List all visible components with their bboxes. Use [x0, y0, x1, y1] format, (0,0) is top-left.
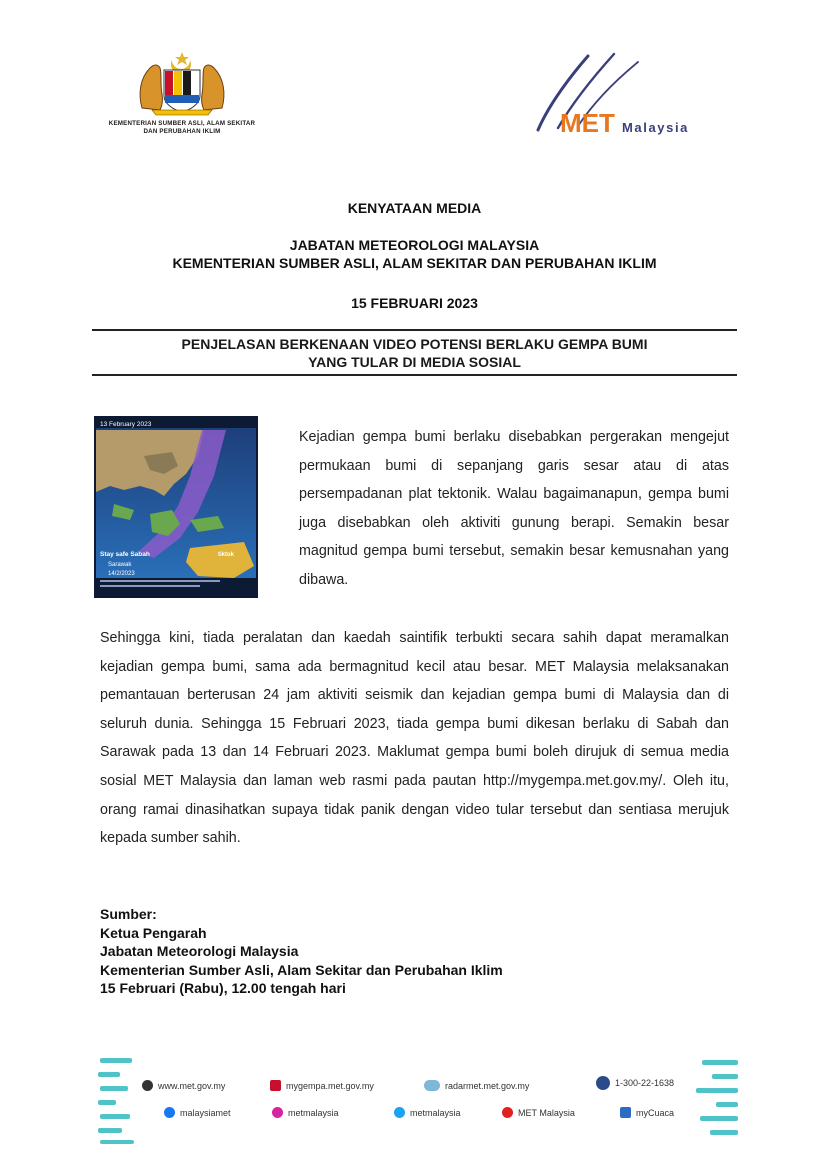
subject-bottom-rule [92, 374, 737, 376]
footer-website-text: www.met.gov.my [158, 1080, 226, 1091]
subject-line1: PENJELASAN BERKENAAN VIDEO POTENSI BERLAKU GEMPA BUMI [181, 336, 648, 352]
mygempa-icon [270, 1080, 281, 1091]
ministry-full-name: KEMENTERIAN SUMBER ASLI, ALAM SEKITAR DAN PERUBAHAN IKLIM [172, 255, 657, 271]
footer-app[interactable] [620, 1107, 674, 1118]
mycuaca-app-icon [620, 1107, 631, 1118]
globe-icon [142, 1080, 153, 1091]
contact-footer [0, 1050, 829, 1150]
statement-date: 15 FEBRUARI 2023 [351, 295, 478, 311]
subject-top-rule [92, 329, 737, 331]
instagram-icon [272, 1107, 283, 1118]
met-logo-met-text: MET [560, 108, 615, 138]
subject-line2: YANG TULAR DI MEDIA SOSIAL [308, 354, 521, 370]
footer-instagram[interactable] [272, 1107, 339, 1118]
footer-youtube[interactable] [502, 1107, 575, 1118]
ministry-crest-logo [132, 50, 232, 116]
met-malaysia-logo [530, 50, 730, 140]
source-line-4: 15 Februari (Rabu), 12.00 tengah hari [100, 980, 346, 996]
footer-mygempa-text: mygempa.met.gov.my [286, 1080, 374, 1091]
thumbnail-caption-3: 14/2/2023 [108, 571, 135, 577]
footer-facebook[interactable] [164, 1107, 231, 1118]
thumbnail-watermark: tiktok [218, 552, 235, 558]
source-line-3: Kementerian Sumber Asli, Alam Sekitar dan Perubahan Iklim [100, 961, 503, 978]
ministry-name-line2: DAN PERUBAHAN IKLIM [143, 128, 221, 135]
ministry-name-line1: KEMENTERIAN SUMBER ASLI, ALAM SEKITAR [108, 120, 256, 127]
footer-youtube-text: MET Malaysia [518, 1107, 575, 1118]
thumbnail-date-label: 13 February 2023 [100, 421, 152, 428]
footer-phone-text: 1-300-22-1638 [615, 1078, 675, 1088]
agency-block [0, 236, 829, 272]
youtube-icon [502, 1107, 513, 1118]
footer-twitter-text: metmalaysia [410, 1107, 461, 1118]
viral-video-thumbnail [94, 416, 258, 598]
source-label: Sumber: [100, 906, 157, 922]
twitter-icon [394, 1107, 405, 1118]
footer-radar-text: radarmet.met.gov.my [445, 1080, 530, 1091]
footer-radar[interactable] [424, 1080, 529, 1091]
statement-subject [92, 335, 737, 371]
footer-website[interactable] [142, 1080, 225, 1091]
body-paragraph-2: Sehingga kini, tiada peralatan dan kaedah saintifik terbukti secara sahih dapat meramalkan kejadian gempa bumi, sama ada bermagnitud kecil atau besar. MET Malaysia melaksanakan pemantauan berterusan 24 jam aktiviti seismik dan kejadian gempa bumi di Malaysia dan di seluruh dunia. Sehingga 15 Februari 2023, tiada gempa bumi dikesan berlaku di Sabah dan Sarawak pada 13 dan 14 Februari 2023. Maklumat gempa bumi boleh dirujuk di semua media sosial MET Malaysia dan laman web rasmi pada pautan http://mygempa.met.gov.my/. Oleh itu, orang ramai dinasihatkan supaya tidak panik dengan video tular tersebut dan sentiasa merujuk kepada sumber sahih. [100, 630, 729, 847]
source-line-1: Ketua Pengarah [100, 924, 207, 941]
source-block [100, 905, 503, 998]
phone-icon [596, 1076, 610, 1090]
footer-phone[interactable] [596, 1076, 674, 1090]
footer-twitter[interactable] [394, 1107, 461, 1118]
footer-instagram-text: metmalaysia [288, 1107, 339, 1118]
footer-mygempa[interactable] [270, 1080, 374, 1091]
met-logo-malaysia-text: Malaysia [622, 120, 690, 135]
statement-type: KENYATAAN MEDIA [347, 200, 482, 216]
footer-app-text: myCuaca [636, 1107, 675, 1118]
thumbnail-caption-1: Stay safe Sabah [100, 551, 150, 558]
footer-decoration [0, 1050, 829, 1150]
agency-name: JABATAN METEOROLOGI MALAYSIA [289, 237, 540, 253]
facebook-icon [164, 1107, 175, 1118]
source-line-2: Jabatan Meteorologi Malaysia [100, 943, 299, 959]
cloud-icon [424, 1080, 440, 1091]
body-paragraph-1: Kejadian gempa bumi berlaku disebabkan pergerakan mengejut permukaan bumi di sepanjang garis sesar atau di atas persempadanan plat tektonik. Walau bagaimanapun, gempa bumi juga disebabkan oleh aktiviti gunung berapi. Semakin besar magnitud gempa bumi tersebut, semakin besar kemusnahan yang dibawa. [299, 429, 729, 588]
footer-facebook-text: malaysiamet [180, 1107, 231, 1118]
thumbnail-caption-2: Sarawak [108, 562, 132, 568]
ministry-name [92, 120, 272, 136]
